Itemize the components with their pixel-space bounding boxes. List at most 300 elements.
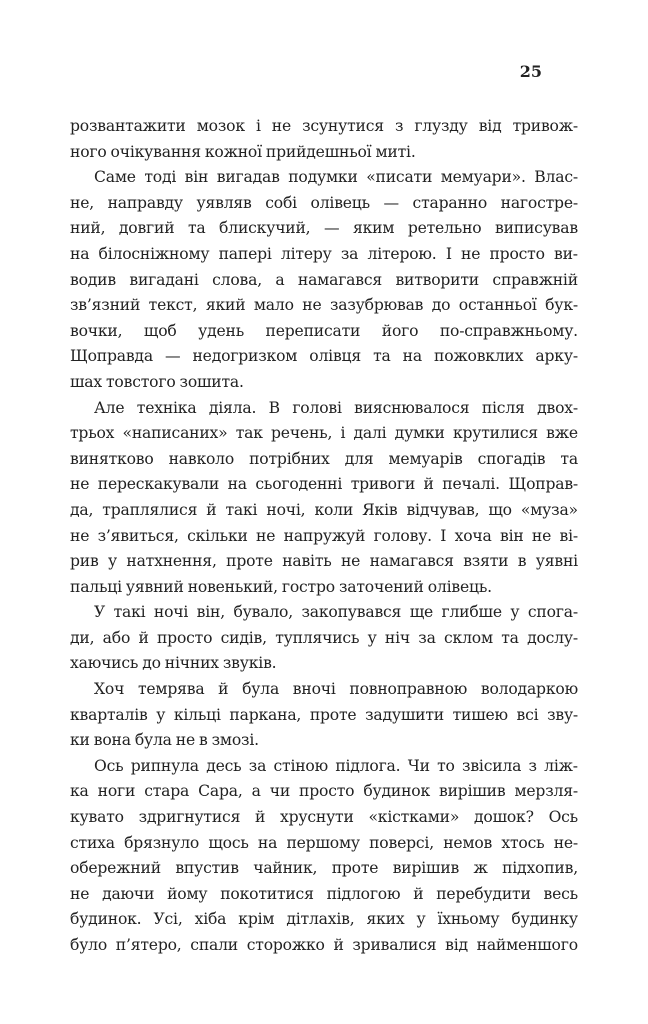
word: ві-	[559, 526, 578, 545]
word: або	[102, 628, 131, 647]
word: проте	[226, 552, 273, 571]
word: сидів,	[220, 628, 267, 647]
word: сьогоденні	[255, 475, 343, 494]
text-line	[70, 677, 578, 703]
body-text	[70, 114, 578, 959]
word: довгий	[118, 219, 175, 238]
word: Чи	[407, 756, 430, 775]
word: від	[445, 936, 468, 954]
word: уявний	[125, 577, 184, 596]
word: «кістками»	[368, 808, 460, 827]
word: олівець	[310, 193, 370, 212]
word: не	[302, 296, 322, 315]
word: —	[165, 347, 181, 366]
word: а	[251, 782, 261, 801]
word: траплялися	[102, 500, 198, 519]
word: та	[187, 219, 206, 238]
text-line	[70, 779, 578, 805]
word: вирішив	[439, 782, 506, 801]
text-line	[70, 242, 578, 268]
word: темрява	[137, 680, 205, 699]
word: у	[107, 552, 117, 571]
word: дошок?	[473, 808, 534, 827]
word: не	[70, 475, 90, 494]
word: рипнула	[130, 756, 199, 775]
word: задушити	[365, 705, 444, 724]
word: речень,	[271, 424, 333, 443]
word: після	[481, 398, 525, 417]
word: Щоправда	[70, 347, 153, 366]
word: Але	[94, 398, 125, 417]
word: йому	[167, 884, 208, 903]
word: й	[333, 936, 344, 954]
word: недогризком	[192, 347, 298, 366]
word: натхнення,	[126, 552, 217, 571]
word: за	[248, 756, 267, 775]
word: й	[423, 475, 434, 494]
word: на	[227, 475, 247, 494]
word: очікування	[110, 142, 201, 161]
word: для	[344, 449, 374, 468]
word: Щоправ-	[508, 475, 578, 494]
word: хтось	[501, 833, 545, 852]
text-line	[70, 447, 578, 473]
word: обережний	[70, 859, 161, 878]
word: будинок	[363, 782, 431, 801]
word: витворити	[395, 270, 479, 289]
text-line	[70, 575, 578, 601]
word: у	[416, 910, 426, 929]
word: ще	[409, 603, 434, 622]
text-line	[70, 651, 578, 677]
word: вночі	[292, 680, 336, 699]
word: взяти	[463, 552, 509, 571]
word: І	[445, 244, 452, 263]
word: щоб	[143, 321, 177, 340]
text-line	[70, 882, 578, 908]
word: У	[94, 603, 106, 622]
word: яких	[366, 910, 405, 929]
word: стиха	[70, 833, 115, 852]
word: намагався	[369, 552, 454, 571]
word: ніч	[384, 628, 410, 647]
word: перескакували	[97, 475, 220, 494]
text-line	[70, 856, 578, 882]
word: в	[517, 552, 527, 571]
text-line	[70, 498, 578, 524]
word: винятково	[70, 449, 154, 468]
word: по-справжньому.	[439, 321, 578, 340]
word: арку-	[535, 347, 578, 366]
word: дослу-	[527, 628, 578, 647]
word: яким	[352, 219, 395, 238]
word: зривалися	[352, 936, 437, 954]
word: їхньому	[437, 910, 500, 929]
word: звуків.	[222, 654, 277, 673]
text-line	[70, 754, 578, 780]
word: володаркою	[480, 680, 578, 699]
word: двох-	[537, 398, 578, 417]
word: ж	[473, 859, 488, 878]
word: сторожко	[246, 936, 325, 954]
word: проте	[331, 859, 379, 878]
word: собі	[265, 193, 297, 212]
word: зазубрював	[329, 296, 424, 315]
text-line	[70, 319, 578, 345]
word: товстого	[106, 372, 176, 391]
word: а	[275, 270, 285, 289]
word: на	[70, 244, 90, 263]
word: крім	[238, 910, 275, 929]
word: мозок	[196, 117, 245, 135]
word: ночі	[153, 603, 189, 622]
word: Усі,	[153, 910, 183, 929]
word: мало	[253, 296, 294, 315]
word: п’ятеро,	[115, 936, 182, 954]
word: літеру	[280, 244, 332, 263]
text-line	[70, 600, 578, 626]
word: миті.	[375, 142, 416, 161]
word: до	[142, 654, 161, 673]
word: кварталів	[70, 705, 148, 724]
word: паркана,	[229, 705, 302, 724]
word: печалі.	[442, 475, 500, 494]
word: він	[499, 526, 524, 545]
word: даючи	[102, 884, 155, 903]
word: тривоги	[350, 475, 416, 494]
word: просто	[489, 244, 545, 263]
word: він,	[196, 603, 225, 622]
word: коли	[314, 500, 354, 519]
word: тривож-	[512, 117, 578, 135]
word: справжній	[492, 270, 578, 289]
word: й	[413, 884, 424, 903]
word: найменшого	[476, 936, 578, 954]
text-line	[70, 370, 578, 396]
word: І	[440, 526, 447, 545]
word: чайник,	[253, 859, 318, 878]
word: бувало,	[233, 603, 293, 622]
word: ви-	[554, 244, 578, 263]
word: десь	[206, 756, 242, 775]
word: хіба	[194, 910, 227, 929]
word: який	[205, 296, 246, 315]
word: Ось	[94, 756, 124, 775]
word: Хоч	[94, 680, 125, 699]
word: направду	[107, 193, 183, 212]
word: «писати	[366, 168, 433, 187]
word: змозі.	[211, 731, 259, 750]
word: літерою.	[367, 244, 437, 263]
word: дітлахів,	[286, 910, 355, 929]
word: відчував,	[406, 500, 480, 519]
word: він	[184, 168, 209, 187]
word: крутилися	[452, 424, 538, 443]
word: чи	[269, 782, 291, 801]
word: було	[70, 936, 108, 954]
word: не	[256, 526, 276, 545]
word: останньої	[458, 296, 537, 315]
word: туплячись	[275, 628, 360, 647]
word: глузду	[414, 117, 468, 135]
word: білосніжному	[98, 244, 210, 263]
word: й	[255, 808, 266, 827]
word: у	[510, 603, 520, 622]
word: не	[70, 884, 90, 903]
text-line	[70, 268, 578, 294]
word: да,	[70, 500, 94, 519]
text-line	[70, 805, 578, 831]
text-line	[70, 396, 578, 422]
word: за	[340, 244, 359, 263]
word: скільки	[187, 526, 248, 545]
word: ліж-	[544, 756, 578, 775]
word: виписував	[495, 219, 578, 238]
word: навіть	[282, 552, 332, 571]
word: гостро	[281, 577, 335, 596]
word: удень	[198, 321, 245, 340]
word: не	[271, 117, 292, 135]
word: будинок.	[70, 910, 142, 929]
word: —	[383, 193, 399, 212]
word: склом	[444, 628, 493, 647]
word: що	[488, 500, 512, 519]
word: прийдешньої	[265, 142, 372, 161]
word: підлога.	[335, 756, 401, 775]
word: з	[394, 117, 404, 135]
text-line	[70, 114, 578, 140]
word: всі	[516, 705, 539, 724]
word: спогадів	[477, 449, 546, 468]
word: Яків	[362, 500, 398, 519]
word: тишею	[452, 705, 508, 724]
word: вже	[546, 424, 578, 443]
word: весь	[543, 884, 578, 903]
word: покотитися	[220, 884, 314, 903]
word: напружуй	[283, 526, 366, 545]
word: з’явиться,	[97, 526, 179, 545]
word: блискучий,	[219, 219, 311, 238]
word: діяла.	[208, 398, 257, 417]
word: вигадані	[129, 270, 199, 289]
word: ретельно	[407, 219, 482, 238]
word: думки	[394, 424, 445, 443]
word: глибше	[441, 603, 502, 622]
word: водив	[70, 270, 116, 289]
word: була	[242, 680, 280, 699]
word: не	[531, 526, 552, 545]
word: зсунутися	[302, 117, 384, 135]
word: вона	[93, 731, 131, 750]
word: «муза»	[520, 500, 578, 519]
word: на	[402, 347, 422, 366]
text-line	[70, 293, 578, 319]
word: і	[255, 117, 261, 135]
text-line	[70, 728, 578, 754]
word: просто	[156, 628, 213, 647]
word: не-	[553, 833, 578, 852]
word: Ось	[548, 808, 578, 827]
word: нагостре-	[500, 193, 578, 212]
word: і	[340, 424, 346, 443]
word: та	[501, 628, 519, 647]
word: проте	[309, 705, 357, 724]
word: у	[367, 628, 377, 647]
word: так	[235, 424, 263, 443]
word: не	[461, 244, 481, 263]
word: підлогою	[326, 884, 401, 903]
word: й	[206, 500, 217, 519]
word: перебудити	[436, 884, 531, 903]
word: стара	[144, 782, 190, 801]
word: не,	[70, 193, 94, 212]
text-line	[70, 344, 578, 370]
word: спали	[190, 936, 239, 954]
word: тоді	[144, 168, 177, 187]
word: вочки,	[70, 321, 123, 340]
word: переписати	[265, 321, 361, 340]
word: будинку	[511, 910, 578, 929]
text-line	[70, 524, 578, 550]
word: далі	[353, 424, 387, 443]
word: ди,	[70, 628, 95, 647]
word: просто	[299, 782, 355, 801]
word: В	[268, 398, 280, 417]
word: кільці	[173, 705, 221, 724]
word: бук-	[545, 296, 578, 315]
word: Влас-	[534, 168, 578, 187]
word: заточений	[338, 577, 424, 596]
word: не	[340, 552, 361, 571]
word: нічних	[164, 654, 219, 673]
word: зв’язний	[70, 296, 141, 315]
text-line	[70, 907, 578, 933]
word: була	[134, 731, 172, 750]
word: текст,	[148, 296, 198, 315]
word: трьох	[70, 424, 115, 443]
word: вияснювалося	[354, 398, 470, 417]
word: потрібних	[249, 449, 330, 468]
word: новенький,	[187, 577, 278, 596]
text-line	[70, 831, 578, 857]
word: папері	[218, 244, 272, 263]
word: першому	[286, 833, 360, 852]
word: до	[431, 296, 451, 315]
page-number: 25	[519, 62, 542, 81]
word: мемуари».	[440, 168, 526, 187]
word: здригнутися	[138, 808, 241, 827]
word: олівець.	[427, 577, 492, 596]
text-line	[70, 472, 578, 498]
text-line	[70, 140, 578, 166]
text-line	[70, 703, 578, 729]
word: від	[478, 117, 502, 135]
word: хаючись	[70, 654, 139, 673]
word: кожної	[204, 142, 262, 161]
word: навколо	[168, 449, 235, 468]
word: ка	[70, 782, 89, 801]
word: ночі,	[266, 500, 306, 519]
word: й	[138, 628, 149, 647]
word: мерзля-	[514, 782, 578, 801]
word: хруснути	[279, 808, 354, 827]
text-line	[70, 191, 578, 217]
word: уявляв	[196, 193, 252, 212]
word: стіною	[273, 756, 328, 775]
text-line	[70, 165, 578, 191]
word: на	[257, 833, 278, 852]
text-line	[70, 421, 578, 447]
word: олівця	[309, 347, 361, 366]
word: немов	[443, 833, 493, 852]
word: зошита.	[179, 372, 244, 391]
word: хоча	[454, 526, 492, 545]
word: пожовклих	[434, 347, 524, 366]
word: Саме	[94, 168, 136, 187]
text-line	[70, 216, 578, 242]
word: мемуарів	[388, 449, 463, 468]
word: й	[218, 680, 229, 699]
word: Сара,	[198, 782, 243, 801]
word: «написаних»	[122, 424, 228, 443]
word: техніка	[136, 398, 197, 417]
word: такі	[113, 603, 146, 622]
word: голові	[292, 398, 342, 417]
word: не	[175, 731, 196, 750]
word: поверсі,	[369, 833, 434, 852]
word: з	[528, 756, 537, 775]
word: намагався	[297, 270, 383, 289]
text-line	[70, 549, 578, 575]
word: розвантажити	[70, 117, 186, 135]
word: рив	[70, 552, 99, 571]
word: шах	[70, 372, 102, 391]
word: подумки	[288, 168, 358, 187]
word: то	[437, 756, 455, 775]
word: впустив	[175, 859, 239, 878]
word: його	[381, 321, 419, 340]
word: кувато	[70, 808, 124, 827]
word: ного	[70, 142, 107, 161]
word: ноги	[97, 782, 136, 801]
word: ки	[70, 731, 90, 750]
word: за	[418, 628, 436, 647]
word: в	[199, 731, 208, 750]
word: голову.	[373, 526, 432, 545]
word: старанно	[412, 193, 488, 212]
word: —	[324, 219, 340, 238]
word: уявні	[535, 552, 578, 571]
word: не	[70, 526, 90, 545]
word: вирішив	[392, 859, 460, 878]
word: ний,	[70, 219, 106, 238]
word: слова,	[212, 270, 262, 289]
text-line	[70, 626, 578, 652]
word: щось	[208, 833, 249, 852]
word: у	[156, 705, 166, 724]
word: спога-	[527, 603, 578, 622]
word: брязнуло	[124, 833, 200, 852]
word: повноправною	[349, 680, 468, 699]
word: зву-	[547, 705, 578, 724]
word: звісила	[462, 756, 522, 775]
word: підхопив,	[502, 859, 578, 878]
word: та	[560, 449, 578, 468]
word: вигадав	[216, 168, 280, 187]
text-line	[70, 933, 578, 959]
word: такі	[225, 500, 258, 519]
word: закопувався	[301, 603, 402, 622]
